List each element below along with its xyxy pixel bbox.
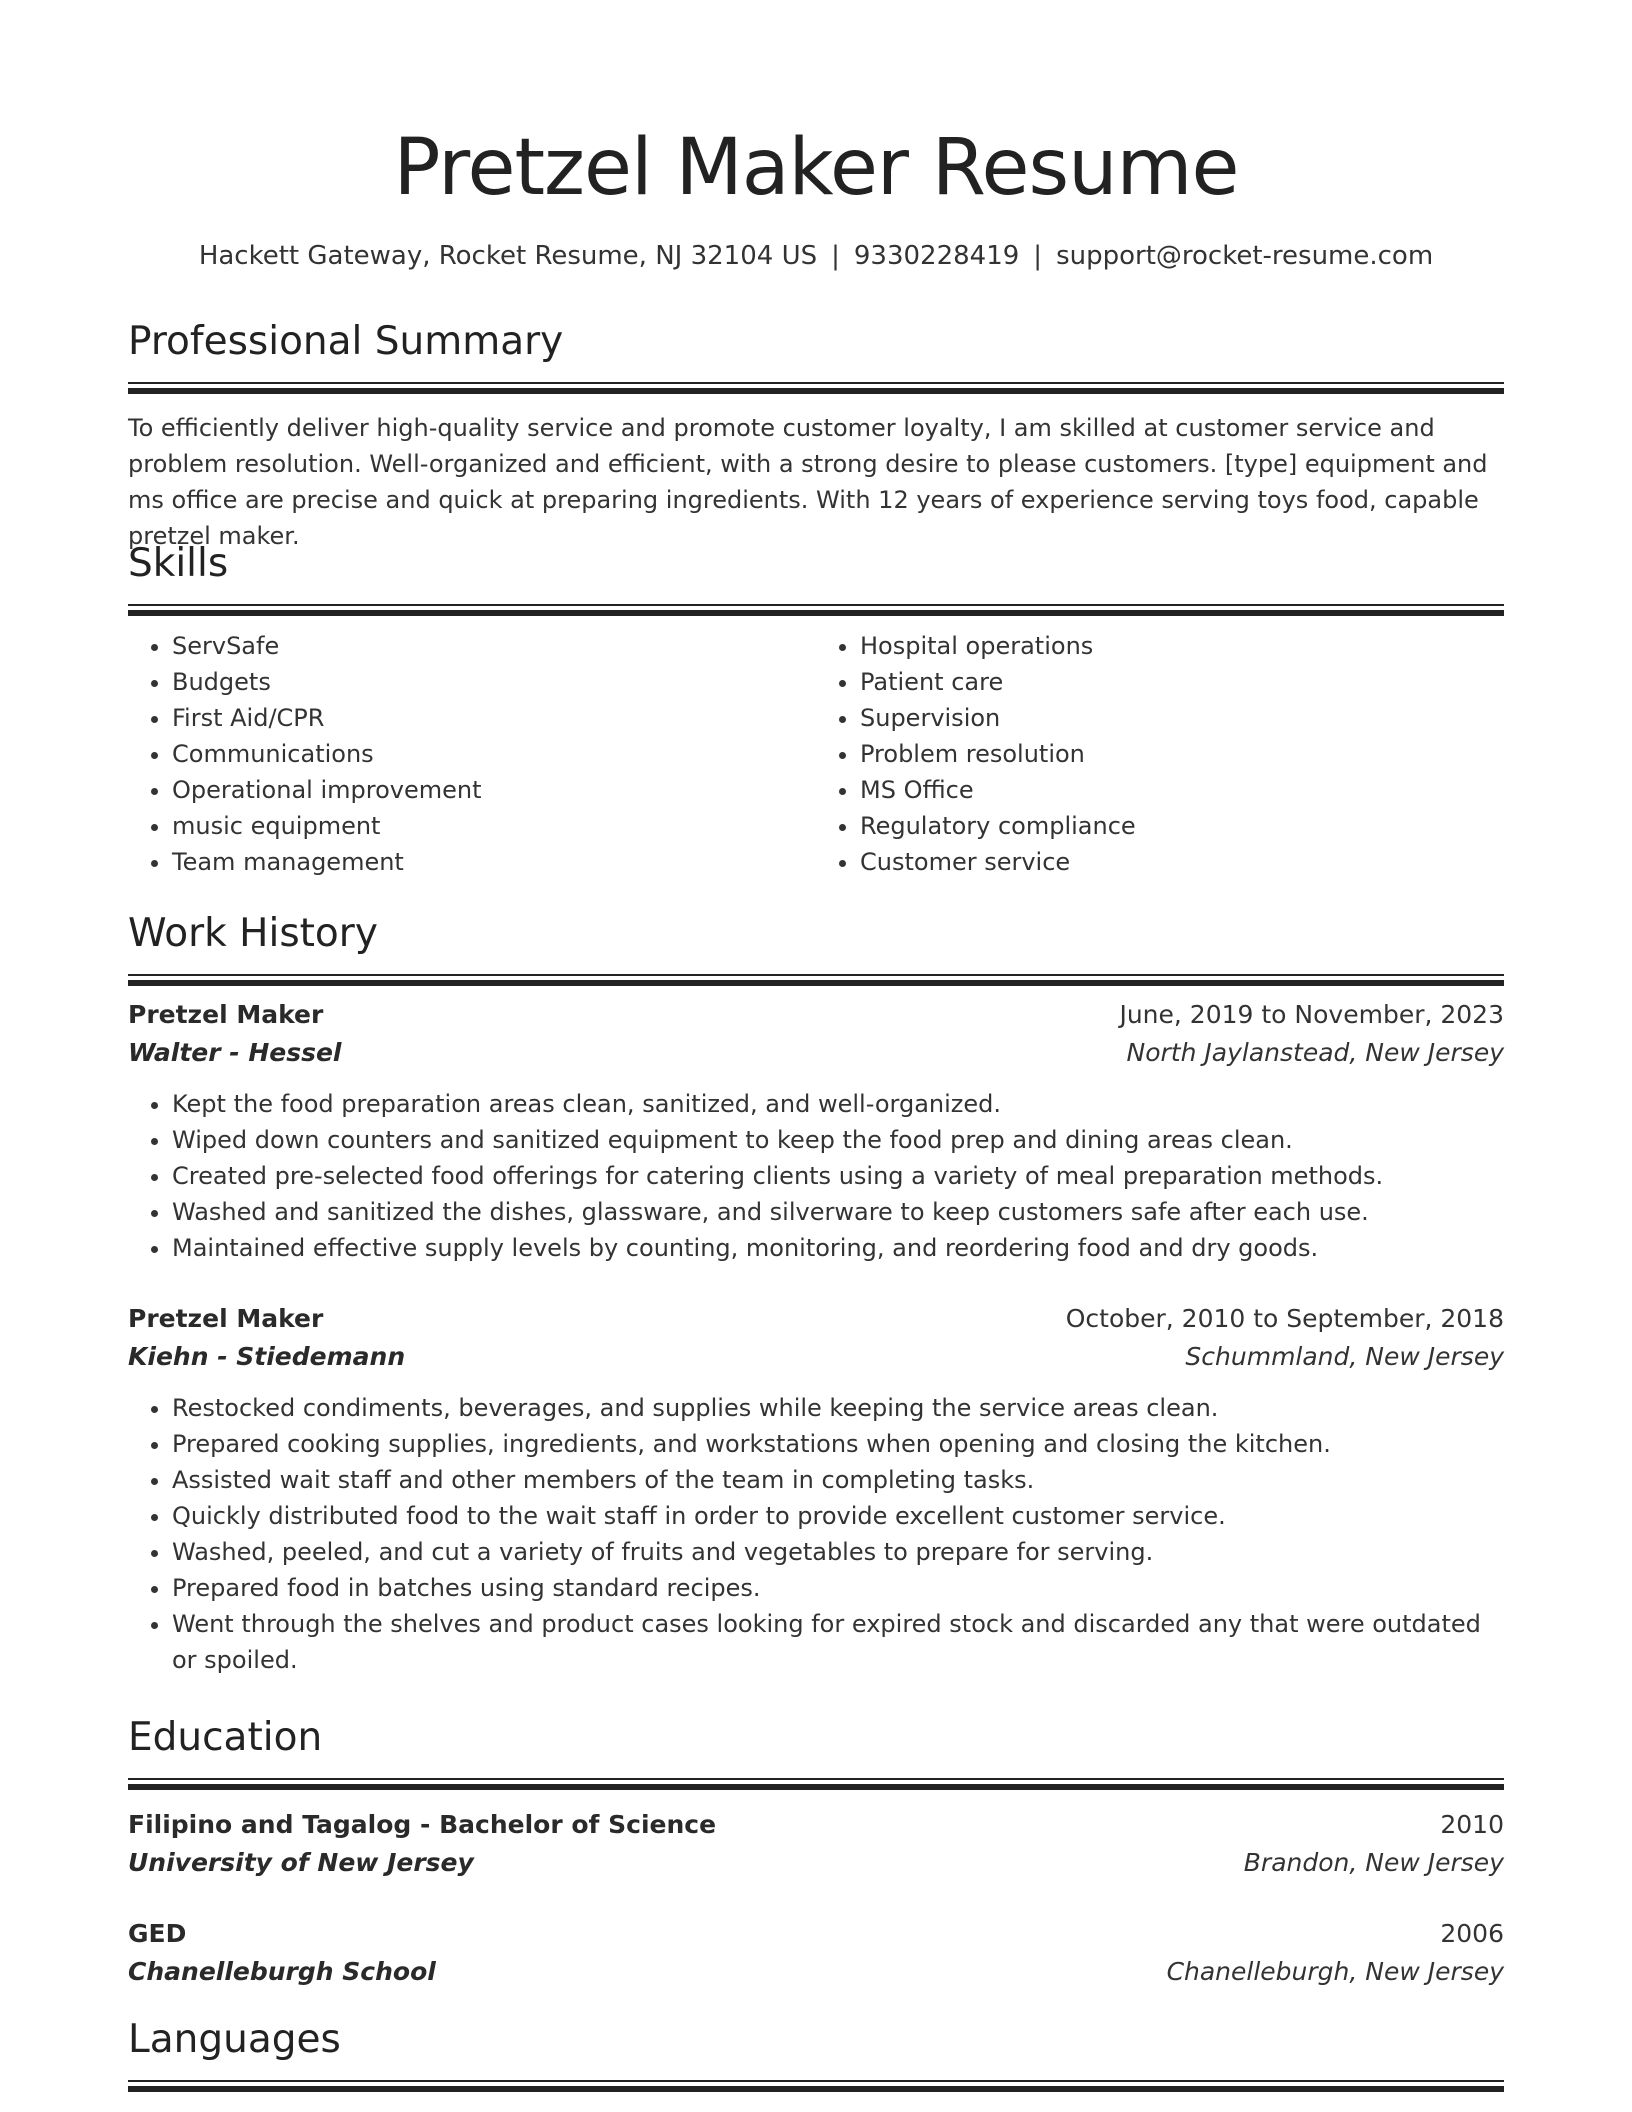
duty-item: • Went through the shelves and product cases looking for expired stock and discarded any that were outdated or spoiled. [172, 1606, 1504, 1678]
skill-item: • Communications [172, 736, 816, 772]
duty-item: • Quickly distributed food to the wait staff in order to provide excellent customer service. [172, 1498, 1504, 1534]
education-school: University of New Jersey [128, 1848, 474, 1877]
education-location: Brandon, New Jersey [1243, 1848, 1504, 1877]
education-school: Chanelleburgh School [128, 1957, 436, 1986]
job-dates: June, 2019 to November, 2023 [1119, 1000, 1504, 1029]
contact-phone: 9330228419 [853, 241, 1020, 271]
summary-section [128, 314, 1504, 554]
skill-item: • Regulatory compliance [860, 808, 1504, 844]
section-divider [128, 604, 1504, 616]
contact-line [128, 238, 1504, 274]
job-duties [128, 1390, 1504, 1678]
job-sub-row [128, 1034, 1504, 1072]
job-duties [128, 1086, 1504, 1266]
duty-item: • Washed, peeled, and cut a variety of fruits and vegetables to prepare for serving. [172, 1534, 1504, 1570]
skill-item: • Budgets [172, 664, 816, 700]
education-entry [128, 1915, 1504, 1991]
skill-item: • Patient care [860, 664, 1504, 700]
section-heading-education: Education [128, 1715, 323, 1760]
skill-item: • Team management [172, 844, 816, 880]
contact-email: support@rocket-resume.com [1056, 241, 1434, 271]
education-header-row [128, 1915, 1504, 1953]
education-section [128, 1710, 1504, 1790]
duty-item: • Created pre-selected food offerings for catering clients using a variety of meal preparation methods. [172, 1158, 1504, 1194]
job-title: Pretzel Maker [128, 1000, 324, 1029]
job-dates: October, 2010 to September, 2018 [1065, 1304, 1504, 1333]
skills-section [128, 536, 1504, 880]
duty-item: • Assisted wait staff and other members of the team in completing tasks. [172, 1462, 1504, 1498]
education-header-row [128, 1806, 1504, 1844]
duty-item: • Washed and sanitized the dishes, glassware, and silverware to keep customers safe after each use. [172, 1194, 1504, 1230]
duty-item: • Maintained effective supply levels by counting, monitoring, and reordering food and dry goods. [172, 1230, 1504, 1266]
job-title: Pretzel Maker [128, 1304, 324, 1333]
education-year: 2010 [1440, 1810, 1504, 1839]
skill-item: • First Aid/CPR [172, 700, 816, 736]
education-sub-row [128, 1953, 1504, 1991]
skill-item: • Customer service [860, 844, 1504, 880]
skill-item: • MS Office [860, 772, 1504, 808]
duty-item: • Prepared cooking supplies, ingredients, and workstations when opening and closing the kitchen. [172, 1426, 1504, 1462]
work-history-section [128, 906, 1504, 986]
contact-separator: | [831, 241, 840, 271]
skill-item: • ServSafe [172, 628, 816, 664]
duty-item: • Prepared food in batches using standard recipes. [172, 1570, 1504, 1606]
job-sub-row [128, 1338, 1504, 1376]
summary-text: To efficiently deliver high-quality service and promote customer loyalty, I am skilled at customer service and problem resolution. Well-organized and efficient, with a strong desire to please customers. [type] equipment and ms office are precise and quick at preparing ingredients. With 12 years of experience serving toys food, capable pretzel maker. [128, 414, 1488, 550]
skill-item: • Supervision [860, 700, 1504, 736]
job-location: Schummland, New Jersey [1185, 1342, 1504, 1371]
education-location: Chanelleburgh, New Jersey [1166, 1957, 1504, 1986]
section-divider [128, 2080, 1504, 2092]
education-degree: GED [128, 1919, 187, 1948]
skill-item: • Hospital operations [860, 628, 1504, 664]
contact-address: Hackett Gateway, Rocket Resume, NJ 32104 US [198, 241, 818, 271]
skill-item: • music equipment [172, 808, 816, 844]
section-divider [128, 974, 1504, 986]
education-degree: Filipino and Tagalog - Bachelor of Science [128, 1810, 717, 1839]
job-header-row [128, 1300, 1504, 1338]
job-location: North Jaylanstead, New Jersey [1126, 1038, 1504, 1067]
section-heading-skills: Skills [128, 541, 229, 586]
skills-list-right [816, 628, 1504, 880]
section-heading-work: Work History [128, 911, 378, 956]
job-entry [128, 996, 1504, 1266]
skills-columns [128, 628, 1504, 880]
section-heading-summary: Professional Summary [128, 319, 564, 364]
skill-item: • Operational improvement [172, 772, 816, 808]
skills-list-left [128, 628, 816, 880]
resume-title: Pretzel Maker Resume [393, 123, 1239, 213]
section-divider [128, 382, 1504, 394]
contact-separator: | [1033, 241, 1043, 271]
job-company: Walter - Hessel [128, 1038, 342, 1067]
education-sub-row [128, 1844, 1504, 1882]
job-entry [128, 1300, 1504, 1678]
duty-item: • Wiped down counters and sanitized equipment to keep the food prep and dining areas clean. [172, 1122, 1504, 1158]
education-entry [128, 1806, 1504, 1882]
resume-page [128, 0, 1504, 2062]
job-header-row [128, 996, 1504, 1034]
languages-section [128, 2012, 1504, 2092]
skill-item: • Problem resolution [860, 736, 1504, 772]
section-heading-languages: Languages [128, 2017, 341, 2062]
duty-item: • Restocked condiments, beverages, and supplies while keeping the service areas clean. [172, 1390, 1504, 1426]
duty-item: • Kept the food preparation areas clean, sanitized, and well-organized. [172, 1086, 1504, 1122]
job-company: Kiehn - Stiedemann [128, 1342, 406, 1371]
section-divider [128, 1778, 1504, 1790]
education-year: 2006 [1440, 1919, 1504, 1948]
